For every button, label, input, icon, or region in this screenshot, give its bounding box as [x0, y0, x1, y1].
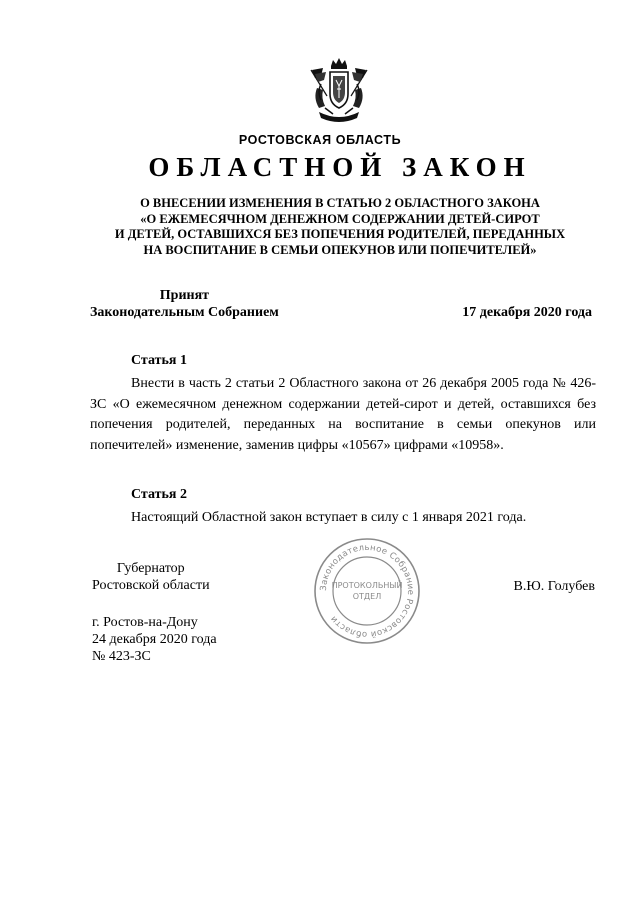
- adoption-authority: Законодательным Собранием: [90, 305, 279, 320]
- signer-position-line: Губернатор: [116, 561, 185, 576]
- subject-line: И ДЕТЕЙ, ОСТАВШИХСЯ БЕЗ ПОПЕЧЕНИЯ РОДИТЕЛЕЙ, ПЕРЕДАННЫХ: [114, 227, 566, 241]
- article-2-title: Статья 2: [131, 487, 187, 502]
- document-type: ОБЛАСТНОЙ ЗАКОН: [148, 152, 532, 182]
- subject-line: «О ЕЖЕМЕСЯЧНОМ ДЕНЕЖНОМ СОДЕРЖАНИИ ДЕТЕЙ-СИРОТ: [140, 211, 540, 226]
- signer-name: В.Ю. Голубев: [513, 579, 595, 594]
- adoption-body: [90, 287, 279, 321]
- article-2-text: Настоящий Областной закон вступает в силу с 1 января 2021 года.: [131, 510, 527, 525]
- issue-date: 24 декабря 2020 года: [92, 632, 217, 647]
- law-subject: [96, 196, 584, 258]
- law-number: № 423-ЗС: [92, 649, 151, 664]
- subject-line: НА ВОСПИТАНИЕ В СЕМЬИ ОПЕКУНОВ ИЛИ ПОПЕЧИТЕЛЕЙ»: [143, 242, 537, 257]
- article-1-text: Внести в часть 2 статьи 2 Областного закона от 26 декабря 2005 года № 426-ЗС «О ежемесячном денежном содержании детей-сирот и детей, оставшихся без попечения родителей, переданных на воспитание в семьи опекунов или попечителей» изменение, заменив цифры «10567» цифрами «10958».: [90, 376, 596, 453]
- coat-of-arms-icon: [303, 56, 375, 128]
- region-name: РОСТОВСКАЯ ОБЛАСТЬ: [238, 133, 402, 147]
- issue-details: [92, 614, 217, 665]
- signer-position-line: Ростовской области: [92, 578, 210, 593]
- stamp-center-line: ОТДЕЛ: [352, 592, 382, 601]
- stamp-ring-text: Законодательное Собрание Ростовской области: [318, 542, 416, 640]
- issue-place: г. Ростов-на-Дону: [92, 615, 198, 630]
- adoption-date: 17 декабря 2020 года: [462, 305, 592, 320]
- official-stamp: [312, 536, 422, 646]
- signer-position: [92, 560, 210, 594]
- article-1-title: Статья 1: [131, 353, 187, 368]
- subject-line: О ВНЕСЕНИИ ИЗМЕНЕНИЯ В СТАТЬЮ 2 ОБЛАСТНОГО ЗАКОНА: [140, 196, 540, 210]
- adoption-label: Принят: [159, 288, 210, 303]
- stamp-center-line: ПРОТОКОЛЬНЫЙ: [331, 581, 403, 590]
